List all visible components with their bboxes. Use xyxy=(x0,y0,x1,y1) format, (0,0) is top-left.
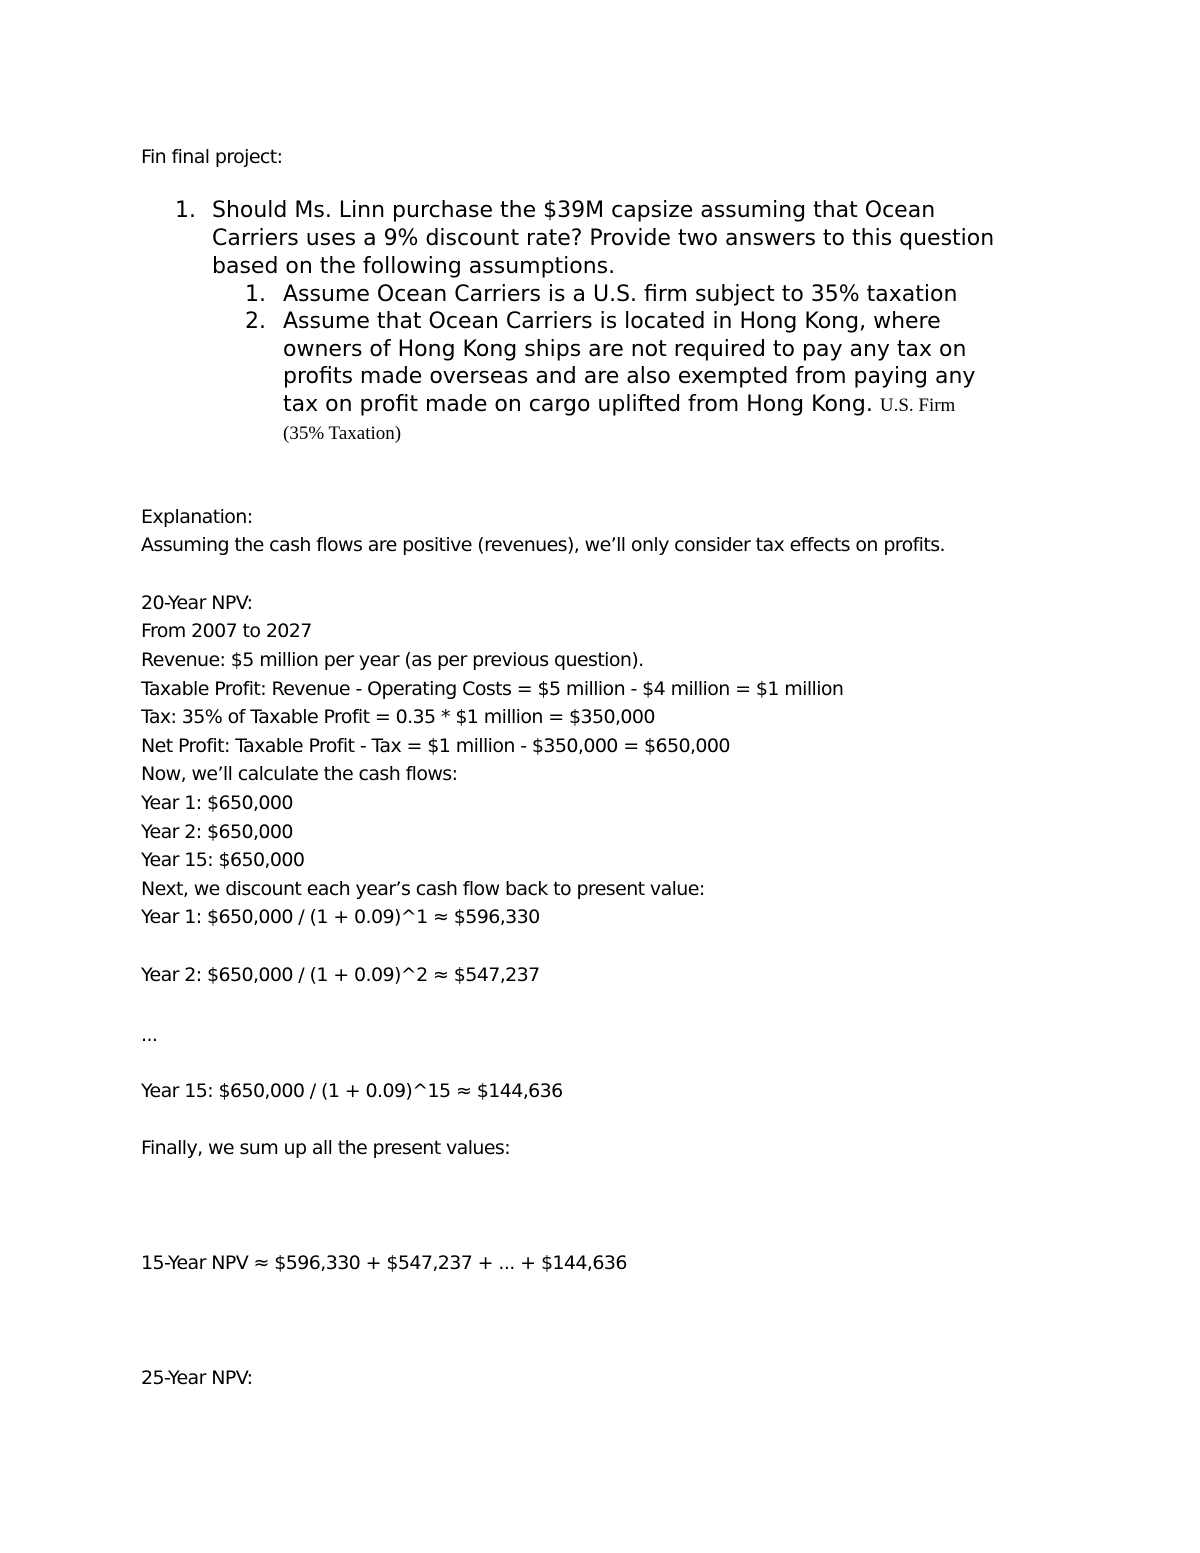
question-number: 1. xyxy=(175,198,196,223)
npv20-line: Now, we’ll calculate the cash flows: xyxy=(141,763,458,785)
sum-text: Finally, we sum up all the present values: xyxy=(141,1137,511,1159)
explanation-text: Assuming the cash flows are positive (revenues), we’ll only consider tax effects on profits. xyxy=(141,534,945,556)
npv20-line: Taxable Profit: Revenue - Operating Costs = $5 million - $4 million = $1 million xyxy=(141,678,844,700)
npv20-line: From 2007 to 2027 xyxy=(141,620,312,642)
npv25-heading: 25-Year NPV: xyxy=(141,1367,253,1389)
npv20-line: Tax: 35% of Taxable Profit = 0.35 * $1 million = $350,000 xyxy=(141,706,655,728)
question-line: based on the following assumptions. xyxy=(212,254,616,279)
year2-discount: Year 2: $650,000 / (1 + 0.09)^2 ≈ $547,237 xyxy=(141,964,540,986)
npv15-text: 15-Year NPV ≈ $596,330 + $547,237 + ... + $144,636 xyxy=(141,1252,627,1274)
serif-line-text: (35% Taxation) xyxy=(283,423,402,444)
sub-item-line: Assume that Ocean Carriers is located in Hong Kong, where xyxy=(283,309,941,334)
sub-item-number: 1. xyxy=(245,282,266,307)
sub-item-line-with-serif xyxy=(283,391,955,419)
npv20-line: Year 2: $650,000 xyxy=(141,821,293,843)
sub-item-line: profits made overseas and are also exempted from paying any xyxy=(283,364,976,389)
serif-inline-text: U.S. Firm xyxy=(879,395,956,416)
year15-discount: Year 15: $650,000 / (1 + 0.09)^15 ≈ $144,636 xyxy=(141,1080,563,1102)
npv20-heading: 20-Year NPV: xyxy=(141,592,253,614)
npv20-line: Revenue: $5 million per year (as per previous question). xyxy=(141,649,644,671)
npv20-line: Year 1: $650,000 xyxy=(141,792,293,814)
sub-item-line: tax on profit made on cargo uplifted from Hong Kong. xyxy=(283,392,873,417)
document-title: Fin final project: xyxy=(141,146,283,168)
sub-item-number: 2. xyxy=(245,309,266,334)
sub-item-line: Assume Ocean Carriers is a U.S. firm subject to 35% taxation xyxy=(283,282,958,307)
npv20-line: Year 15: $650,000 xyxy=(141,849,305,871)
npv20-line: Next, we discount each year’s cash flow back to present value: xyxy=(141,878,705,900)
question-line: Should Ms. Linn purchase the $39M capsize assuming that Ocean xyxy=(212,198,936,223)
ellipsis: ... xyxy=(141,1024,158,1046)
sub-item-line: owners of Hong Kong ships are not required to pay any tax on xyxy=(283,337,967,362)
npv20-line: Net Profit: Taxable Profit - Tax = $1 million - $350,000 = $650,000 xyxy=(141,735,730,757)
explanation-heading: Explanation: xyxy=(141,506,253,528)
question-line: Carriers uses a 9% discount rate? Provide two answers to this question xyxy=(212,226,995,251)
npv20-line: Year 1: $650,000 / (1 + 0.09)^1 ≈ $596,330 xyxy=(141,906,540,928)
